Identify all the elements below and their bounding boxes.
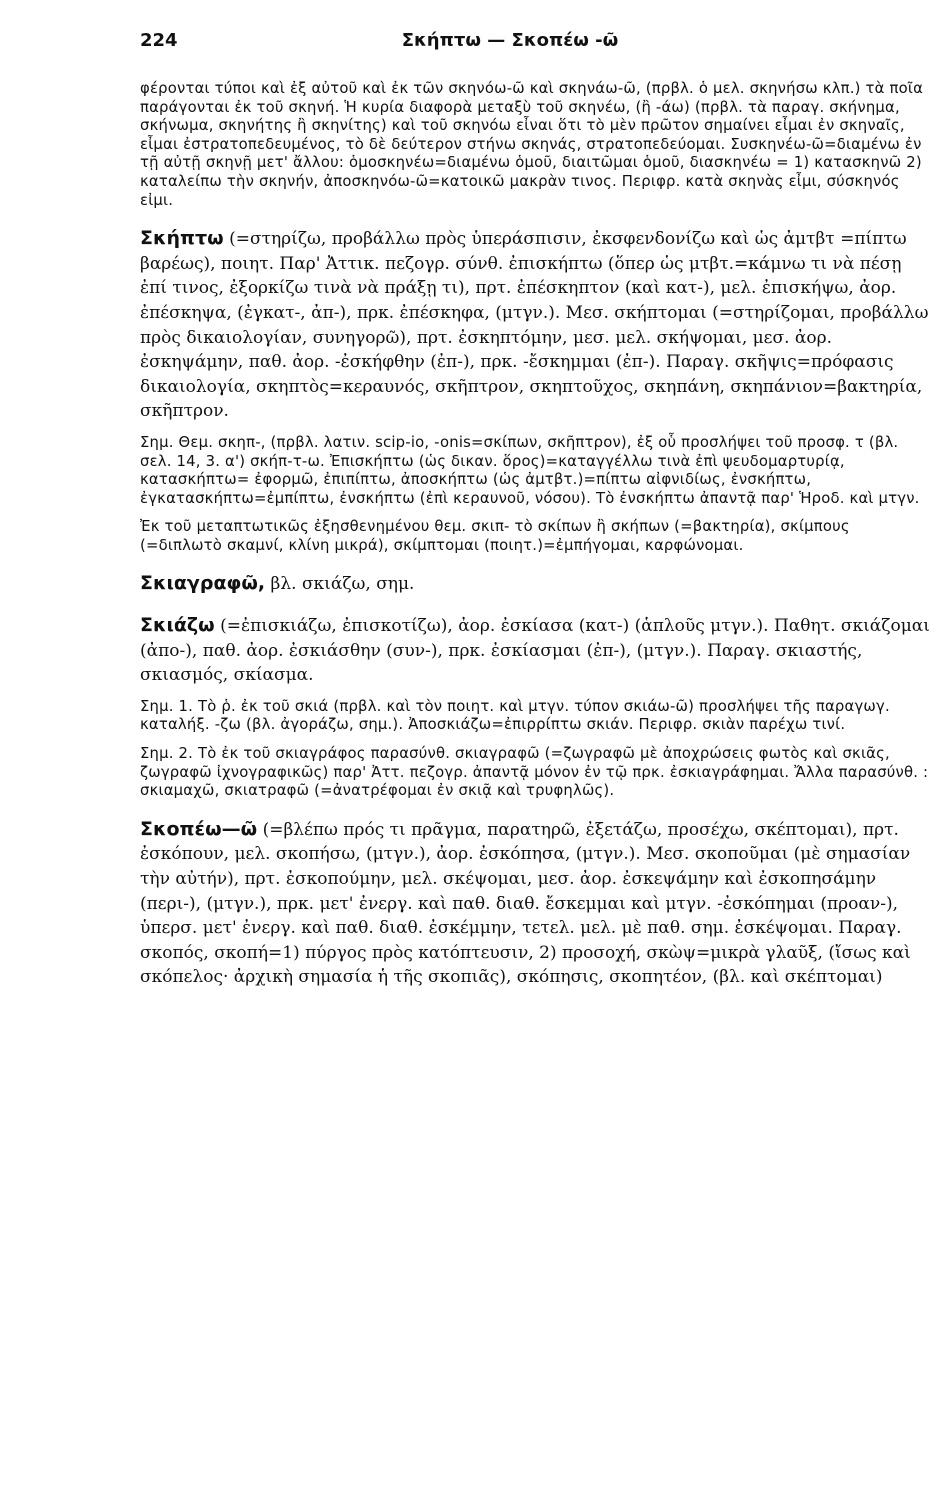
entry-lemma: Σκοπέω—ῶ xyxy=(140,817,258,840)
entry-lemma: Σκιάζω xyxy=(140,614,215,637)
entry-lemma: Σκήπτω xyxy=(140,227,224,250)
entry-body: βλ. σκιάζω, σημ. xyxy=(265,574,415,595)
note-paragraph: Σημ. Θεμ. σκηπ-, (πρβλ. λατιν. scip-io, -onis=σκίπων, σκῆπτρον), ἐξ οὗ προσλήψει τοῦ προσφ. τ (βλ. σελ. 14, 3. α') σκήπ-τ-ω. Ἐπισκήπτω (ὡς δικαν. ὅρος)=καταγγέλλω τινὰ ἐπὶ ψευδομαρτυρίᾳ, κατασκήπτω= ἐφορμῶ, ἐπιπίπτω, ἀποσκήπτω (ὡς ἀμτβτ.)=πίπτω αἰφνιδίως, ἐνσκήπτω, ἐγκατασκήπτω=ἐμπίπτω, ἐνσκήπτω (ἐπὶ κεραυνοῦ, νόσου). Τὸ ἐνσκήπτω ἀπαντᾷ παρ' Ἡροδ. καὶ μτγν. xyxy=(140,433,920,507)
note-paragraph: Σημ. 2. Τὸ ἐκ τοῦ σκιαγράφος παρασύνθ. σκιαγραφῶ (=ζωγραφῶ μὲ ἀποχρώσεις φωτὸς καὶ σκιᾶς, ζωγραφῶ ἰχνογραφικῶς) παρ' Ἀττ. πεζογρ. ἀπαντᾷ μόνον ἐν τῷ πρκ. ἐσκιαγράφημαι. Ἄλλα παρασύνθ. : σκιαμαχῶ, σκιατραφῶ (=ἀνατρέφομαι ἐν σκιᾷ καὶ τρυφηλῶς). xyxy=(140,745,929,800)
note-paragraph: Σημ. 1. Τὸ ῥ. ἐκ τοῦ σκιά (πρβλ. καὶ τὸν ποιητ. καὶ μτγν. τύπον σκιάω-ῶ) προσλήψει τῆς παραγωγ. καταλήξ. -ζω (βλ. ἀγοράζω, σημ.). Ἀποσκιάζω=ἐπιρρίπτω σκιάν. Περιφρ. σκιὰν παρέχω τινί. xyxy=(140,697,890,734)
entry-skiazo xyxy=(140,613,930,688)
page-title: Σκήπτω — Σκοπέω -ῶ xyxy=(401,30,619,51)
entry-body: (=ἐπισκιάζω, ἐπισκοτίζω), ἀορ. ἐσκίασα (κατ-) (ἁπλοῦς μτγν.). Παθητ. σκιάζομαι (ἀπο-), παθ. ἀορ. ἐσκιάσθην (συν-), πρκ. ἐσκίασμαι (ἐπ-), (μτγν.). Παραγ. σκιαστής, σκιασμός, σκίασμα. xyxy=(140,616,930,686)
entry-lemma: Σκιαγραφῶ, xyxy=(140,572,266,595)
entry-skepto xyxy=(140,226,930,424)
entry-body: (=στηρίζω, προβάλλω πρὸς ὑπεράσπισιν, ἐκσφενδονίζω καὶ ὡς ἀμτβτ =πίπτω βαρέως), ποιητ. Παρ' Ἀττικ. πεζογρ. σύνθ. ἐπισκήπτω (ὅπερ ὡς μτβτ.=κάμνω τι νὰ πέσῃ ἐπί τινος, ἐξορκίζω τινὰ νὰ πράξῃ τι), πρτ. ἐπέσκηπτον (καὶ κατ-), μελ. ἐπισκήψω, ἀορ. ἐπέσκηψα, (ἐγκατ-, ἀπ-), πρκ. ἐπέσκηφα, (μτγν.). Μεσ. σκήπτομαι (=στηρίζομαι, προβάλλω πρὸς δικαιολογίαν, συνηγορῶ), πρτ. ἐσκηπτόμην, μεσ. μελ. σκήψομαι, μεσ. ἀορ. ἐσκηψάμην, παθ. ἀορ. -ἐσκήφθην (ἐπ-), πρκ. -ἔσκημμαι (ἐπ-). Παραγ. σκῆψις=πρόφασις δικαιολογία, σκηπτὸς=κεραυνός, σκῆπτρον, σκηπτοῦχος, σκηπάνη, σκηπάνιον=βακτηρία, σκῆπτρον. xyxy=(140,229,929,422)
note-paragraph: Ἐκ τοῦ μεταπτωτικῶς ἐξησθενημένου θεμ. σκιπ- τὸ σκίπων ἢ σκήπων (=βακτηρία), σκίμπους (=διπλωτὸ σκαμνί, κλίνη μικρά), σκίμπτομαι (ποιητ.)=ἐμπήγομαι, καρφώνομαι. xyxy=(140,518,850,554)
running-head xyxy=(140,30,880,54)
continuation-paragraph: φέρονται τύποι καὶ ἐξ αὐτοῦ καὶ ἐκ τῶν σκηνόω-ῶ καὶ σκηνάω-ῶ, (πρβλ. ὁ μελ. σκηνήσω κλπ.) τὰ ποῖα παράγονται ἐκ τοῦ σκηνή. Ἡ κυρία διαφορὰ μεταξὺ τοῦ σκηνέω, (ἢ -άω) (πρβλ. τὰ παραγ. σκήνημα, σκήνωμα, σκηνήτης ἢ σκηνίτης) καὶ τοῦ σκηνόω εἶναι ὅτι τὸ μὲν πρῶτον σημαίνει εἶμαι ἐν σκηναῖς, εἶμαι ἐστρατοπεδευμένος, τὸ δὲ δεύτερον στήνω σκηνάς, στρατοπεδεύομαι. Συσκηνέω-ῶ=διαμένω ἐν τῇ αὐτῇ σκηνῇ μετ' ἄλλου: ὁμοσκηνέω=διαμένω ὁμοῦ, διαιτῶμαι ὁμοῦ, διασκηνέω = 1) κατασκηνῶ 2) καταλείπω τὴν σκηνήν, ἀποσκηνόω-ῶ=κατοικῶ μακρὰν τινος. Περιφρ. κατὰ σκηνὰς εἶμι, σύσκηνός εἰμι. xyxy=(140,80,924,209)
entry-body: (=βλέπω πρός τι πρᾶγμα, παρατηρῶ, ἐξετάζω, προσέχω, σκέπτομαι), πρτ. ἐσκόπουν, μελ. σκοπήσω, (μτγν.), ἀορ. ἐσκόπησα, (μτγν.). Μεσ. σκοποῦμαι (μὲ σημασίαν τὴν αὐτήν), πρτ. ἐσκοπούμην, μελ. σκέψομαι, μεσ. ἀορ. ἐσκεψάμην καὶ ἐσκοπησάμην (περι-), (μτγν.), πρκ. μετ' ἐνεργ. καὶ παθ. διαθ. ἔσκεμμαι καὶ μτγν. -ἐσκόπημαι (προαν-), ὑπερσ. μετ' ἐνεργ. καὶ παθ. διαθ. ἐσκέμμην, τετελ. μελ. μὲ παθ. σημ. ἐσκέψομαι. Παραγ. σκοπός, σκοπή=1) πύργος πρὸς κατόπτευσιν, 2) προσοχή, σκὼψ=μικρὰ γλαῦξ, (ἴσως καὶ σκόπελος· ἀρχικὴ σημασία ἡ τῆς σκοπιᾶς), σκόπησις, σκοπητέον, (βλ. καὶ σκέπτομαι) xyxy=(140,819,911,988)
entry-skiagrafo xyxy=(140,571,930,597)
page-body xyxy=(140,80,930,990)
page-number: 224 xyxy=(140,30,178,51)
entry-skopeo xyxy=(140,817,930,990)
